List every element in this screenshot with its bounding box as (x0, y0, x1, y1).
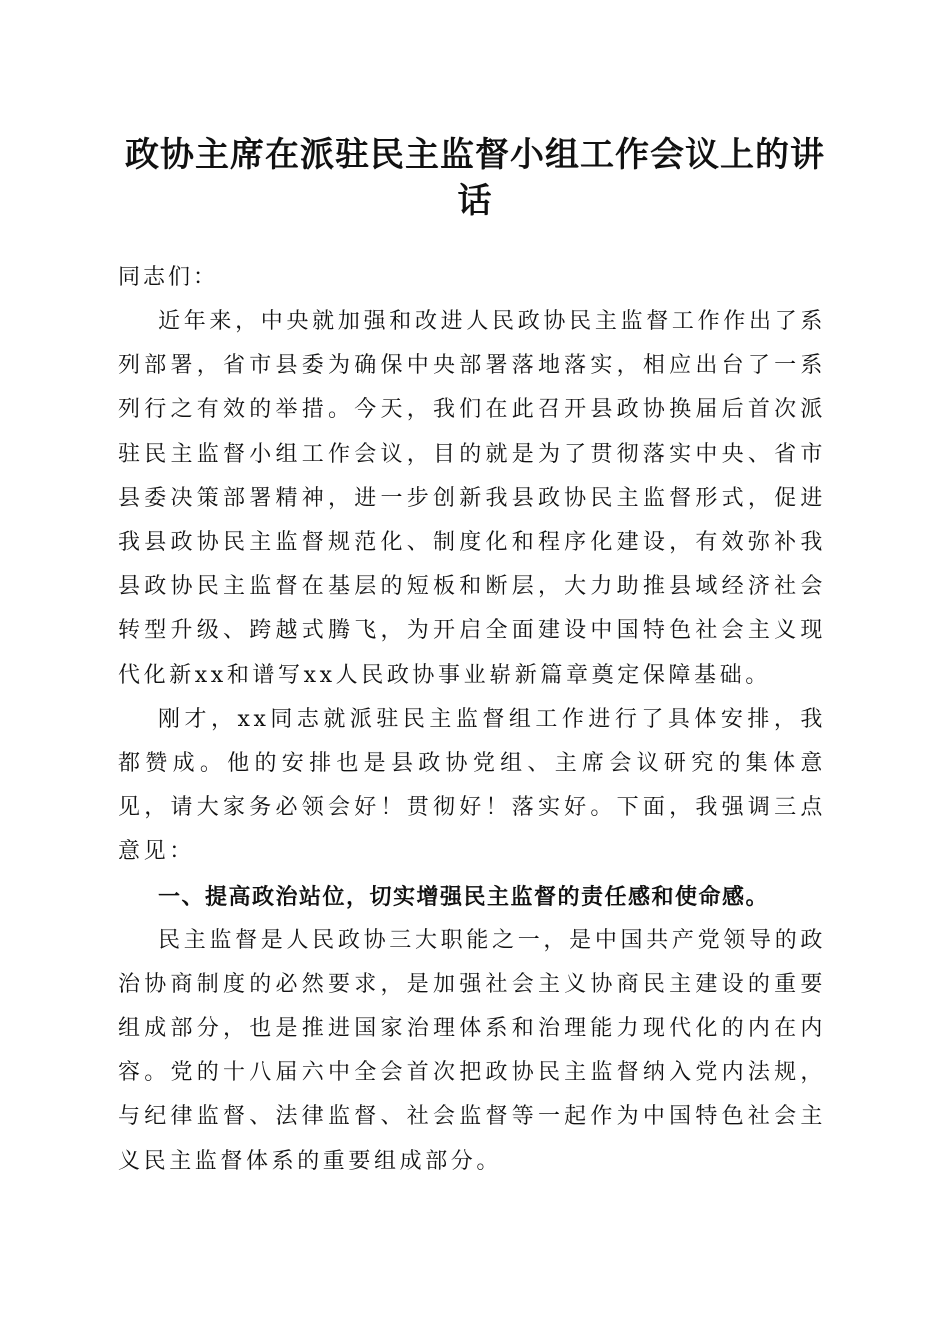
section-heading: 一、提高政治站位，切实增强民主监督的责任感和使命感。 (158, 883, 770, 910)
salutation: 同志们： (118, 265, 219, 290)
document-title: 政协主席在派驻民主监督小组工作会议上的讲话 (125, 135, 825, 221)
document-body (118, 256, 826, 1184)
section-paragraph: 民主监督是人民政协三大职能之一，是中国共产党领导的政治协商制度的必然要求，是加强社会主义协商民主建设的重要组成部分，也是推进国家治理体系和治理能力现代化的内在内容。党的十八届六中全会首次把政协民主监督纳入党内法规，与纪律监督、法律监督、社会监督等一起作为中国特色社会主义民主监督体系的重要组成部分。 (118, 927, 826, 1174)
paragraph-intro: 近年来，中央就加强和改进人民政协民主监督工作作出了系列部署，省市县委为确保中央部署落地落实，相应出台了一系列行之有效的举措。今天，我们在此召开县政协换届后首次派驻民主监督小组工作会议，目的就是为了贯彻落实中央、省市县委决策部署精神，进一步创新我县政协民主监督形式，促进我县政协民主监督规范化、制度化和程序化建设，有效弥补我县政协民主监督在基层的短板和断层，大力助推县域经济社会转型升级、跨越式腾飞，为开启全面建设中国特色社会主义现代化新xx和谱写xx人民政协事业崭新篇章奠定保障基础。 (118, 309, 826, 688)
paragraph-arrangement: 刚才，xx同志就派驻民主监督组工作进行了具体安排，我都赞成。他的安排也是县政协党组、主席会议研究的集体意见，请大家务必领会好！贯彻好！落实好。下面，我强调三点意见： (118, 706, 826, 865)
